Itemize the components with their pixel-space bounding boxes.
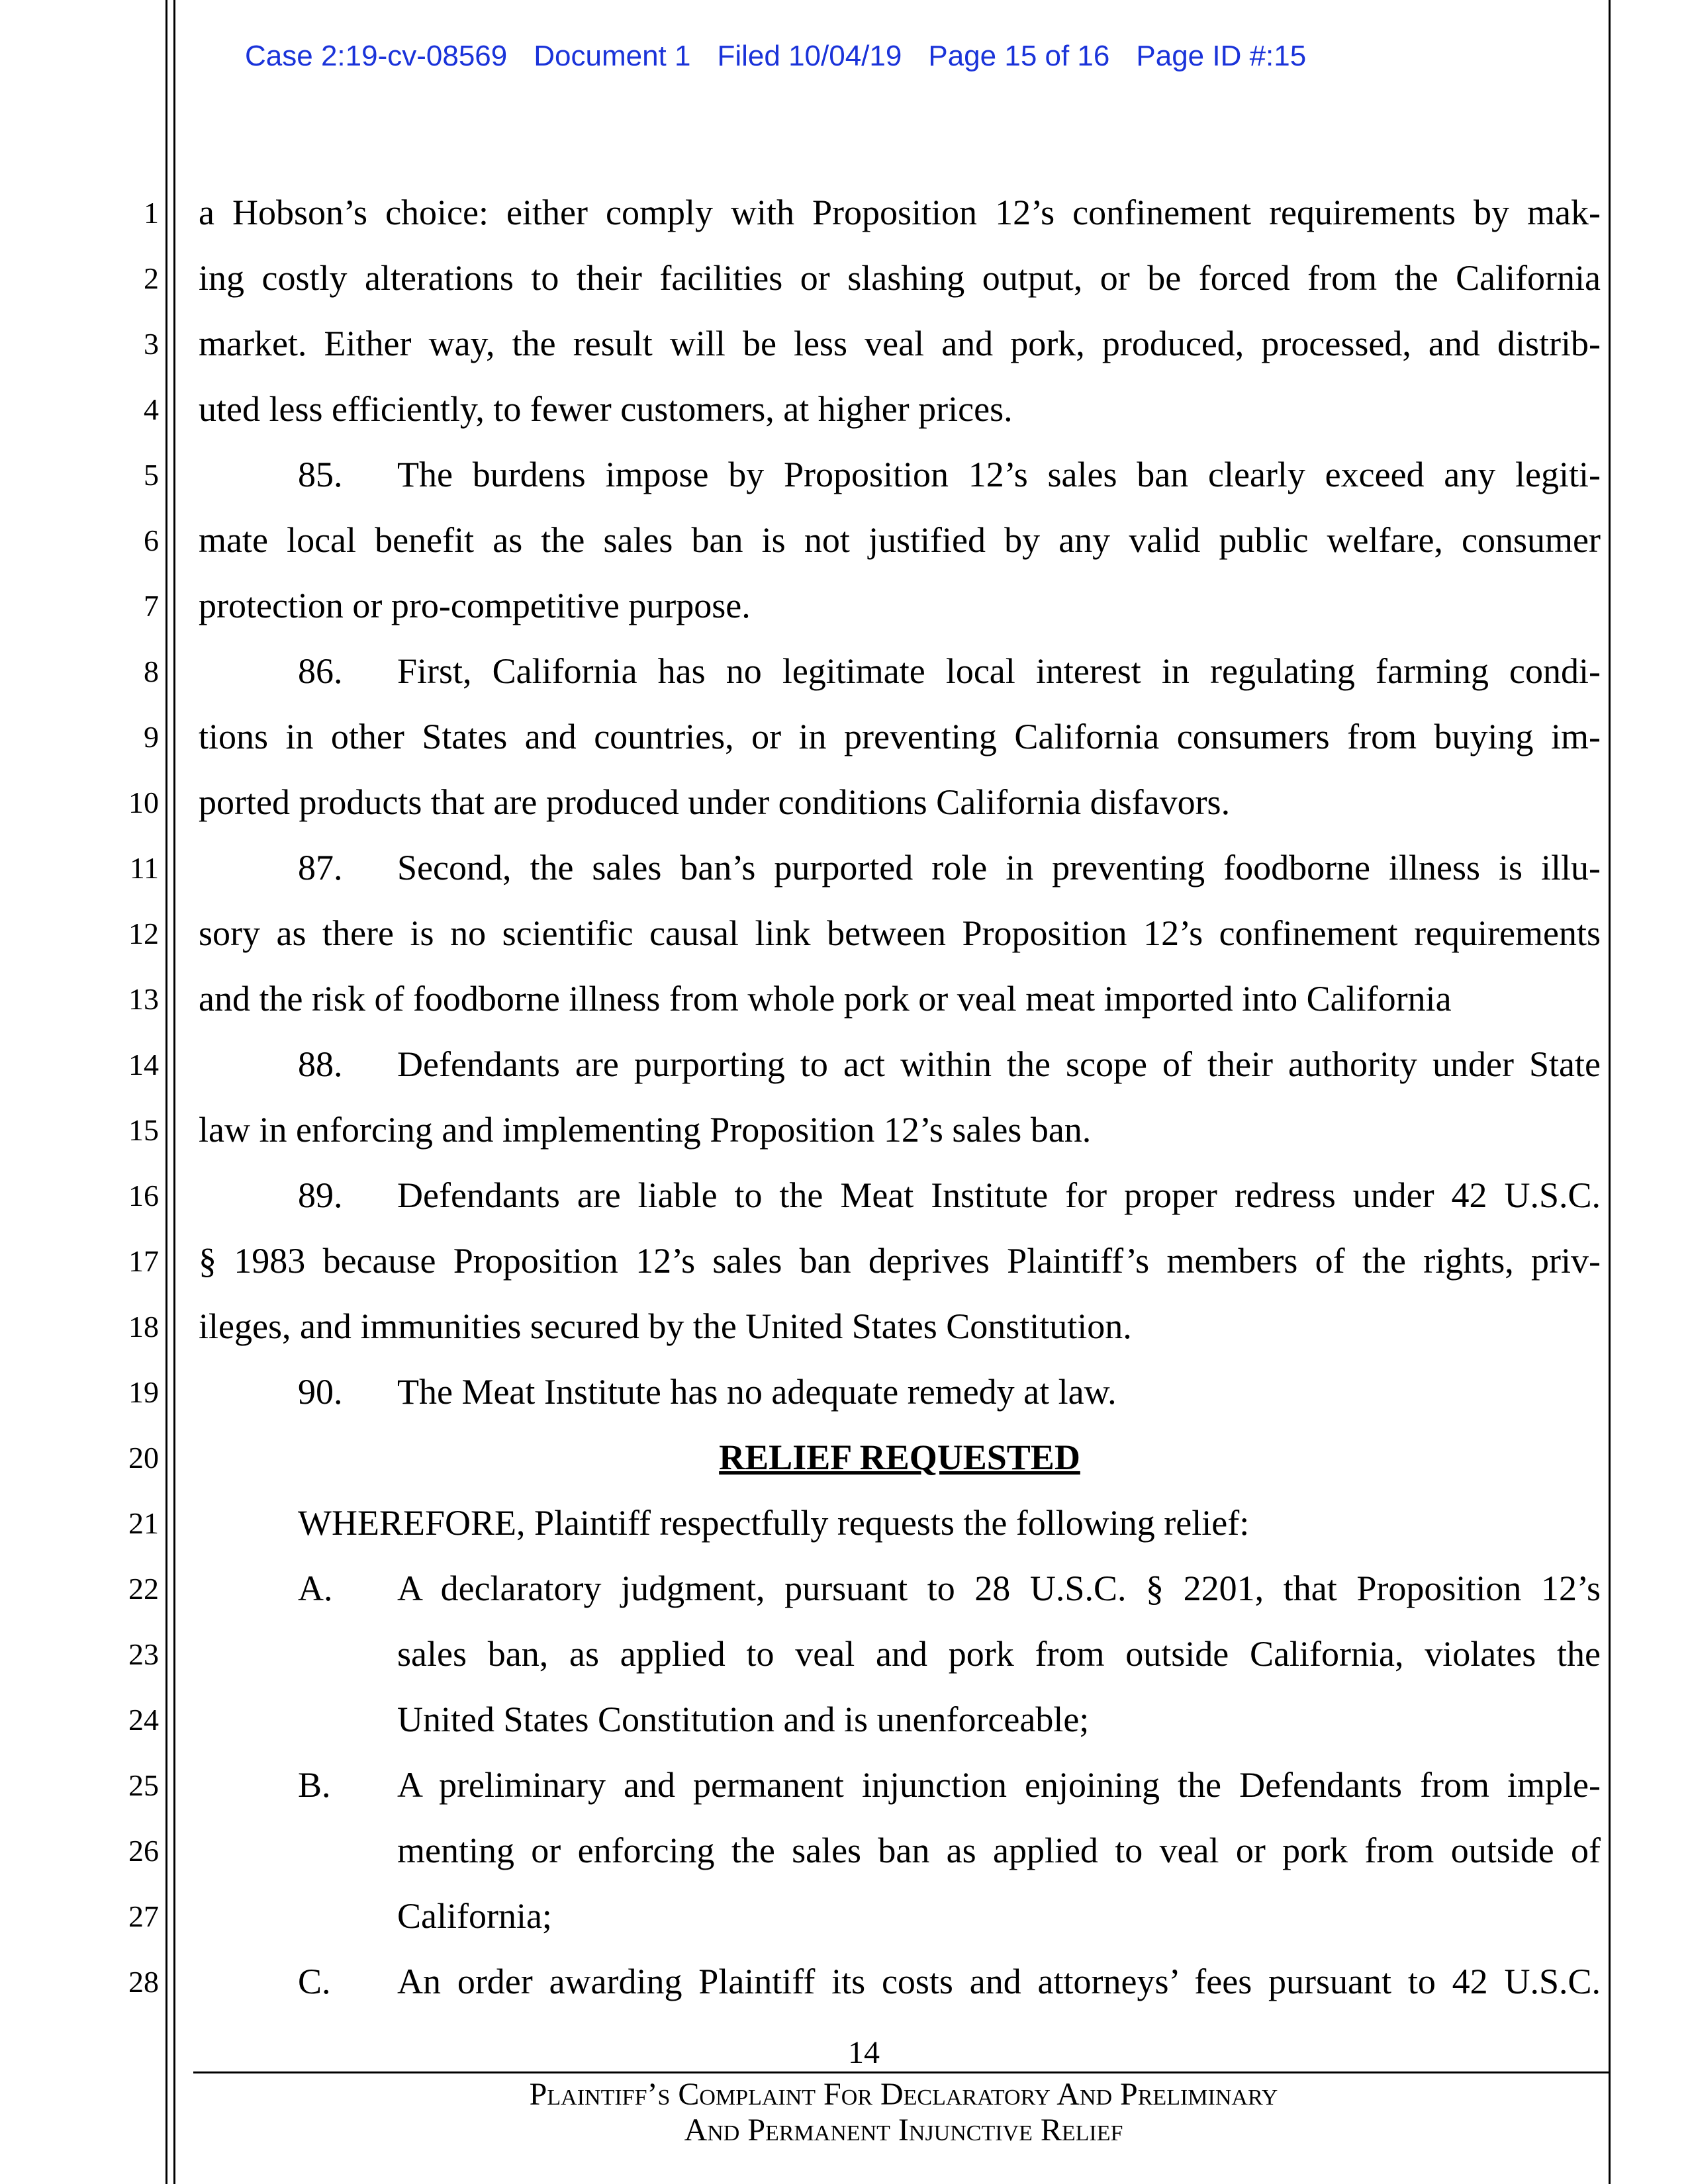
left-margin-rule-inner: [173, 0, 175, 2184]
body-line-26: menting or enforcing the sales ban as applied to veal or pork from outside of: [397, 1831, 1601, 1870]
body-line-22: A declaratory judgment, pursuant to 28 U.S.C. § 2201, that Proposition 12’s: [397, 1569, 1601, 1608]
paragraph-number: 86.: [298, 651, 343, 691]
list-marker: A.: [298, 1569, 333, 1608]
body-line-1: a Hobson’s choice: either comply with Proposition 12’s confinement requirements by mak-: [199, 193, 1601, 232]
body-line-10: ported products that are produced under conditions California disfavors.: [199, 782, 1231, 822]
body-line-14: Defendants are purporting to act within the scope of their authority under State: [397, 1044, 1601, 1084]
line-number: 26: [128, 1834, 159, 1868]
body-line-11: Second, the sales ban’s purported role in preventing foodborne illness is illu-: [397, 848, 1601, 887]
body-line-23: sales ban, as applied to veal and pork from outside California, violates the: [397, 1634, 1601, 1674]
line-number: 2: [144, 261, 159, 295]
line-number: 13: [128, 982, 159, 1016]
line-number: 24: [128, 1703, 159, 1737]
line-number: 27: [128, 1899, 159, 1933]
line-number: 23: [128, 1637, 159, 1671]
footer-title-line-1: Plaintiff’s Complaint For Declaratory And Preliminary: [529, 2077, 1278, 2112]
paragraph-number: 85.: [298, 455, 343, 494]
line-number: 7: [144, 589, 159, 623]
body-line-4: uted less efficiently, to fewer customers, at higher prices.: [199, 389, 1013, 429]
line-number: 9: [144, 720, 159, 754]
list-marker: B.: [298, 1765, 331, 1805]
ecf-header: [245, 40, 1333, 73]
line-number: 25: [128, 1768, 159, 1802]
line-number: 21: [128, 1506, 159, 1540]
document-number: Document 1: [534, 40, 691, 72]
line-number: 3: [144, 327, 159, 361]
line-number: 14: [128, 1048, 159, 1081]
line-number: 4: [144, 392, 159, 426]
line-number: 20: [128, 1441, 159, 1475]
line-number: 16: [128, 1179, 159, 1212]
body-line-18: ileges, and immunities secured by the United States Constitution.: [199, 1306, 1132, 1346]
line-number: 28: [128, 1965, 159, 1999]
filed-date: Filed 10/04/19: [717, 40, 902, 72]
body-line-6: mate local benefit as the sales ban is not justified by any valid public welfare, consumer: [199, 520, 1601, 560]
body-line-17: § 1983 because Proposition 12’s sales ban deprives Plaintiff’s members of the rights, priv-: [199, 1241, 1601, 1281]
paragraph-number: 88.: [298, 1044, 343, 1084]
page-id: Page ID #:15: [1136, 40, 1307, 72]
body-line-19: The Meat Institute has no adequate remedy at law.: [397, 1372, 1117, 1412]
line-number: 22: [128, 1572, 159, 1606]
line-number: 6: [144, 523, 159, 557]
body-line-7: protection or pro-competitive purpose.: [199, 586, 751, 625]
line-number: 17: [128, 1244, 159, 1278]
body-line-16: Defendants are liable to the Meat Institute for proper redress under 42 U.S.C.: [397, 1175, 1601, 1215]
paragraph-number: 89.: [298, 1175, 343, 1215]
section-heading: RELIEF REQUESTED: [719, 1437, 1080, 1477]
paragraph-number: 87.: [298, 848, 343, 887]
right-margin-rule: [1609, 0, 1611, 2184]
footer-rule: [193, 2071, 1609, 2073]
left-margin-rule-outer: [165, 0, 167, 2184]
line-number: 10: [128, 786, 159, 819]
paragraph-number: 90.: [298, 1372, 343, 1412]
line-number: 15: [128, 1113, 159, 1147]
body-line-8: First, California has no legitimate local interest in regulating farming condi-: [397, 651, 1601, 691]
footer-title: [199, 2077, 1609, 2148]
page-number: 14: [848, 2035, 880, 2070]
body-line-9: tions in other States and countries, or in preventing California consumers from buying im-: [199, 717, 1601, 756]
body-line-13: and the risk of foodborne illness from whole pork or veal meat imported into California: [199, 979, 1452, 1019]
line-number: 11: [129, 851, 159, 885]
body-line-3: market. Either way, the result will be less veal and pork, produced, processed, and distrib-: [199, 324, 1601, 363]
body-line-12: sory as there is no scientific causal link between Proposition 12’s confinement requirements: [199, 913, 1601, 953]
body-line-2: ing costly alterations to their facilities or slashing output, or be forced from the California: [199, 258, 1601, 298]
case-number: Case 2:19-cv-08569: [245, 40, 508, 72]
page-count: Page 15 of 16: [928, 40, 1110, 72]
body-line-25: A preliminary and permanent injunction enjoining the Defendants from imple-: [397, 1765, 1601, 1805]
body-line-24: United States Constitution and is unenforceable;: [397, 1700, 1090, 1739]
line-number: 12: [128, 917, 159, 950]
body-line-5: The burdens impose by Proposition 12’s sales ban clearly exceed any legiti-: [397, 455, 1601, 494]
line-number: 8: [144, 655, 159, 688]
body-line-27: California;: [397, 1896, 552, 1936]
body-line-15: law in enforcing and implementing Proposition 12’s sales ban.: [199, 1110, 1092, 1150]
line-number: 5: [144, 458, 159, 492]
body-line-21: WHEREFORE, Plaintiff respectfully requests the following relief:: [298, 1503, 1250, 1543]
line-number: 1: [144, 196, 159, 230]
line-number: 18: [128, 1310, 159, 1343]
list-marker: C.: [298, 1962, 331, 2001]
line-number: 19: [128, 1375, 159, 1409]
body-line-28: An order awarding Plaintiff its costs and attorneys’ fees pursuant to 42 U.S.C.: [397, 1962, 1601, 2001]
footer-title-line-2: And Permanent Injunctive Relief: [684, 2113, 1123, 2148]
